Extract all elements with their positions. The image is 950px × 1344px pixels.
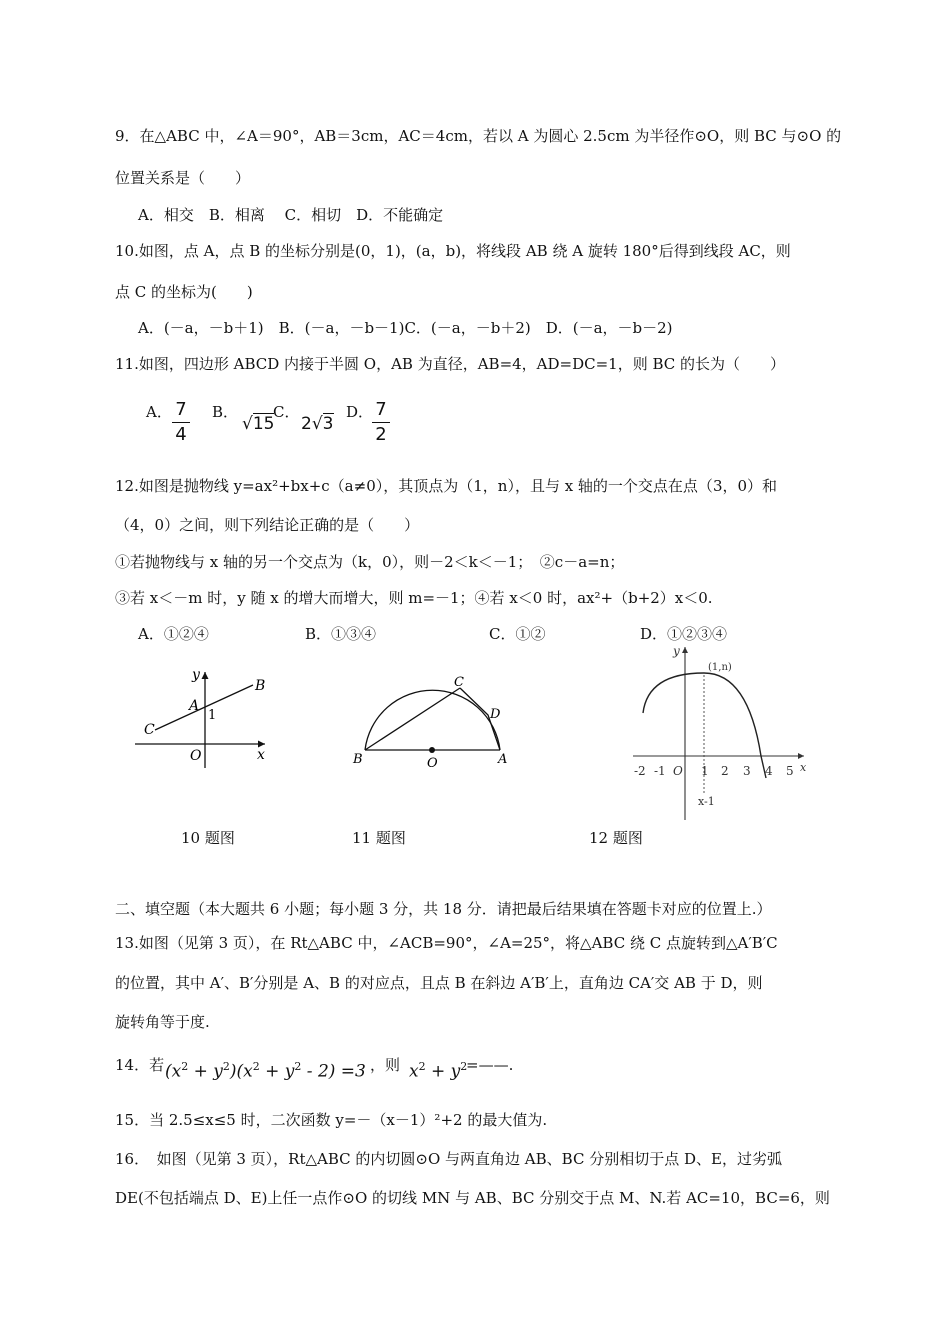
q12-line1: 12.如图是抛物线 y=ax²+bx+c（a≠0），其顶点为（1，n），且与 x 轴的一个交点在点（3，0）和	[115, 477, 778, 495]
eq-exponent: 2	[294, 1060, 302, 1073]
fraction-numerator: 7	[175, 399, 187, 420]
eq-part: + y	[188, 1061, 223, 1082]
q11-option-a-fraction	[172, 400, 190, 445]
tick-label: -1	[654, 764, 666, 778]
coefficient: 2	[301, 414, 312, 434]
y-axis-arrow	[682, 647, 688, 653]
q12-option-b: B．①③④	[305, 625, 377, 643]
fig10-label-o: O	[190, 748, 202, 764]
q12-option-d: D．①②③④	[640, 625, 728, 643]
q11-option-d-fraction	[372, 400, 390, 445]
q11-option-c-label: C．	[273, 403, 300, 421]
section2-heading: 二、填空题（本大题共 6 小题；每小题 3 分，共 18 分．请把最后结果填在答题卡对应的位置上.）	[115, 900, 772, 918]
fig10-label-x: x	[257, 747, 265, 763]
segment-cb	[155, 685, 253, 730]
tick-label: 2	[721, 764, 729, 778]
fig10-label-c: C	[144, 722, 155, 738]
tick-label: -2	[634, 764, 646, 778]
q14-expression	[409, 1060, 467, 1082]
q14-equation	[165, 1060, 366, 1082]
q13-line2: 的位置，其中 A′、B′分别是 A、B 的对应点，且点 B 在斜边 A′B′上，直角边 CA′交 AB 于 D，则	[115, 974, 763, 992]
figure-11	[350, 675, 520, 775]
eq-part: + y	[259, 1061, 295, 1082]
figure-10	[135, 660, 275, 770]
fig12-label-axis: x-1	[698, 795, 715, 808]
fraction-denominator: 2	[375, 424, 387, 445]
q14-suffix: =——.	[466, 1056, 514, 1074]
q15-line1: 15．当 2.5≤x≤5 时，二次函数 y=－（x－1）²+2 的最大值为.	[115, 1111, 548, 1129]
fraction-numerator: 7	[375, 399, 387, 420]
q11-option-a-label: A．	[146, 403, 172, 421]
radicand: 15	[252, 414, 275, 434]
semicircle-arc	[365, 690, 500, 750]
eq-part: x	[409, 1061, 419, 1082]
q11-option-d-label: D．	[346, 403, 374, 421]
center-point	[429, 747, 435, 753]
q12-line4: ③若 x＜－m 时，y 随 x 的增大而增大，则 m=－1；④若 x＜0 时，ax²+（b+2）x＜0.	[115, 589, 713, 607]
q14-middle: ，则	[370, 1056, 401, 1074]
q10-line2: 点 C 的坐标为( )	[115, 283, 253, 301]
y-axis-arrow	[202, 672, 209, 679]
eq-exponent: 2	[418, 1060, 426, 1073]
eq-exponent: 2	[181, 1060, 189, 1073]
x-axis-arrow	[798, 753, 804, 759]
q10-line1: 10.如图，点 A，点 B 的坐标分别是(0，1)，(a，b)，将线段 AB 绕 A 旋转 180°后得到线段 AC，则	[115, 242, 791, 260]
tick-label: 4	[765, 764, 773, 778]
figure-12	[628, 645, 808, 820]
tick-label: 5	[786, 764, 794, 778]
q11-line1: 11.如图，四边形 ABCD 内接于半圆 O，AB 为直径，AB=4，AD=DC=1，则 BC 的长为（ ）	[115, 355, 786, 373]
radicand: 3	[322, 414, 334, 434]
q16-line1: 16． 如图（见第 3 页），Rt△ABC 的内切圆⊙O 与两直角边 AB、BC 分别相切于点 D、E，过劣弧	[115, 1150, 782, 1168]
fig10-label-1: 1	[208, 708, 217, 723]
tick-label: 3	[743, 764, 751, 778]
q12-option-c: C．①②	[489, 625, 546, 643]
q11-option-b-label: B．	[212, 403, 239, 421]
eq-part: + y	[425, 1061, 461, 1082]
fig11-label-a: A	[498, 752, 508, 767]
q12-option-a: A．①②④	[138, 625, 209, 643]
q13-line3: 旋转角等于度.	[115, 1013, 210, 1031]
fraction-bar	[372, 422, 390, 423]
q16-line2: DE(不包括端点 D、E)上任一点作⊙O 的切线 MN 与 AB、BC 分别交于点 M、N.若 AC=10，BC=6，则	[115, 1189, 830, 1207]
eq-part: )(x	[229, 1061, 253, 1082]
chord-bc	[365, 688, 460, 750]
q13-line1: 13.如图（见第 3 页），在 Rt△ABC 中，∠ACB=90°，∠A=25°，将△ABC 绕 C 点旋转到△A′B′C	[115, 934, 778, 952]
eq-part: (x	[165, 1061, 182, 1082]
q10-options: A．(－a，－b＋1) B．(－a，－b－1)C．(－a，－b＋2) D．(－a，－b－2)	[138, 319, 673, 337]
fig12-label-x: x	[800, 761, 807, 774]
q9-options: A．相交 B．相离 C．相切 D．不能确定	[138, 206, 444, 224]
fraction-bar	[172, 422, 190, 423]
q11-option-b-sqrt: √15	[242, 414, 275, 434]
q9-line2: 位置关系是（ ）	[115, 169, 251, 187]
fig10-label-a: A	[189, 698, 200, 714]
fig10-label-y: y	[192, 667, 200, 683]
tick-label: 1	[701, 764, 709, 778]
eq-exponent: 2	[222, 1060, 230, 1073]
q9-line1: 9．在△ABC 中，∠A＝90°，AB＝3cm，AC＝4cm，若以 A 为圆心 2.5cm 为半径作⊙O，则 BC 与⊙O 的	[115, 127, 842, 145]
fig10-caption: 10 题图	[181, 829, 235, 847]
fig11-label-b: B	[353, 752, 363, 767]
fig12-label-y: y	[673, 644, 680, 658]
eq-exponent: 2	[252, 1060, 260, 1073]
q14-prefix: 14．若	[115, 1056, 165, 1074]
fraction-denominator: 4	[175, 424, 187, 445]
tick-label: O	[673, 764, 683, 778]
fig12-caption: 12 题图	[589, 829, 643, 847]
parabola-curve	[643, 673, 766, 778]
q12-line2: （4，0）之间，则下列结论正确的是（ ）	[115, 516, 420, 534]
eq-part: - 2) =3	[301, 1061, 366, 1082]
q11-option-c-sqrt: 2√3	[301, 414, 334, 434]
fig11-caption: 11 题图	[352, 829, 406, 847]
fig11-label-o: O	[427, 756, 438, 771]
eq-exponent: 2	[460, 1060, 468, 1073]
fig11-label-c: C	[454, 675, 464, 690]
fig12-label-vertex: (1,n)	[708, 662, 732, 673]
fig10-label-b: B	[255, 678, 266, 694]
q12-line3: ①若抛物线与 x 轴的另一个交点为（k，0），则－2＜k＜－1； ②c－a=n；	[115, 553, 625, 571]
fig11-label-d: D	[490, 707, 501, 722]
